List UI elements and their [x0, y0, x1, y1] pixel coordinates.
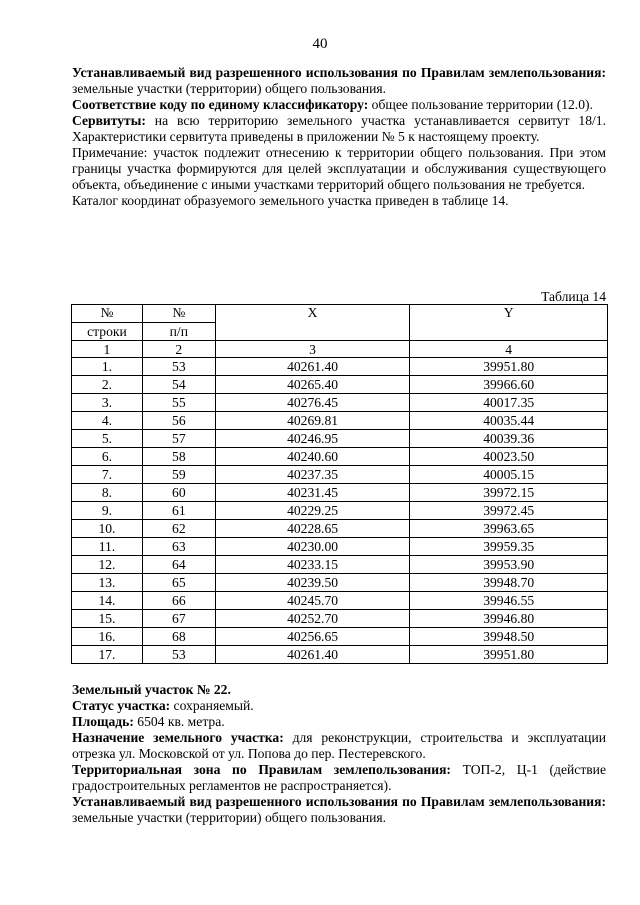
column-number-4: 4 — [410, 341, 608, 358]
table-row — [72, 628, 608, 646]
cell-point-number: 60 — [142, 484, 215, 502]
table-row — [72, 574, 608, 592]
cell-row-number: 6. — [72, 448, 143, 466]
cell-point-number: 67 — [142, 610, 215, 628]
cell-row-number: 1. — [72, 358, 143, 376]
cell-row-number: 12. — [72, 556, 143, 574]
purpose-label: Назначение земельного участка: — [72, 730, 284, 745]
zone-paragraph — [72, 762, 606, 794]
servitude-paragraph — [72, 113, 606, 145]
use-label: Устанавливаемый вид разрешенного использования по Правилам землепользования: — [72, 65, 606, 80]
table-row — [72, 394, 608, 412]
area-label: Площадь: — [72, 714, 134, 729]
cell-row-number: 11. — [72, 538, 143, 556]
cell-x: 40265.40 — [215, 376, 410, 394]
cell-row-number: 7. — [72, 466, 143, 484]
servitude-value: на всю территорию земельного участка устанавливается сервитут 18/1. Характеристики сервитута приведены в приложении № 5 к настоящему проекту. — [72, 113, 606, 144]
cell-point-number: 65 — [142, 574, 215, 592]
coordinates-table — [71, 304, 608, 664]
status-label: Статус участка: — [72, 698, 171, 713]
cell-y: 39948.70 — [410, 574, 608, 592]
cell-point-number: 68 — [142, 628, 215, 646]
column-number-1: 1 — [72, 341, 143, 358]
cell-point-number: 53 — [142, 358, 215, 376]
code-value: общее пользование территории (12.0). — [368, 97, 593, 112]
table-row — [72, 412, 608, 430]
cell-x: 40239.50 — [215, 574, 410, 592]
header-row-no-line2: строки — [72, 323, 143, 341]
cell-row-number: 5. — [72, 430, 143, 448]
note-paragraph: Примечание: участок подлежит отнесению к территории общего пользования. При этом границы участка формируются для целей эксплуатации и обслуживания существующего объекта, объединение с иными участками территорий общего пользования не требуется. — [72, 145, 606, 192]
cell-point-number: 66 — [142, 592, 215, 610]
cell-x: 40230.00 — [215, 538, 410, 556]
table-row — [72, 538, 608, 556]
status-value: сохраняемый. — [170, 698, 254, 713]
header-pp-line1: № — [142, 305, 215, 323]
cell-point-number: 57 — [142, 430, 215, 448]
use-value-bottom: земельные участки (территории) общего пользования. — [72, 810, 387, 825]
cell-point-number: 54 — [142, 376, 215, 394]
cell-y: 40039.36 — [410, 430, 608, 448]
cell-y: 39946.55 — [410, 592, 608, 610]
cell-point-number: 63 — [142, 538, 215, 556]
page-number: 40 — [312, 36, 328, 52]
parcel-title — [72, 682, 606, 698]
cell-point-number: 64 — [142, 556, 215, 574]
cell-y: 40017.35 — [410, 394, 608, 412]
table-row — [72, 448, 608, 466]
cell-x: 40252.70 — [215, 610, 410, 628]
cell-point-number: 55 — [142, 394, 215, 412]
table-row — [72, 502, 608, 520]
cell-row-number: 4. — [72, 412, 143, 430]
column-number-3: 3 — [215, 341, 410, 358]
cell-point-number: 56 — [142, 412, 215, 430]
header-row-no-line1: № — [72, 305, 143, 323]
cell-x: 40233.15 — [215, 556, 410, 574]
cell-point-number: 53 — [142, 646, 215, 664]
purpose-value: для реконструкции, строительства и эксплуатации отрезка ул. Московской от ул. Попова до пер. Пестеревского. — [72, 730, 606, 761]
area-value: 6504 кв. метра. — [133, 714, 225, 729]
status-paragraph — [72, 698, 606, 714]
cell-x: 40256.65 — [215, 628, 410, 646]
cell-row-number: 16. — [72, 628, 143, 646]
cell-y: 39972.45 — [410, 502, 608, 520]
zone-label: Территориальная зона по Правилам землепользования: — [72, 762, 451, 777]
cell-x: 40276.45 — [215, 394, 410, 412]
cell-x: 40228.65 — [215, 520, 410, 538]
table-body — [72, 358, 608, 664]
cell-y: 40023.50 — [410, 448, 608, 466]
header-pp-line2: п/п — [142, 323, 215, 341]
cell-x: 40261.40 — [215, 646, 410, 664]
table-row — [72, 520, 608, 538]
cell-y: 39951.80 — [410, 358, 608, 376]
servitude-label: Сервитуты: — [72, 113, 146, 128]
cell-x: 40237.35 — [215, 466, 410, 484]
table-row — [72, 556, 608, 574]
cell-y: 40005.15 — [410, 466, 608, 484]
table-caption: Таблица 14 — [541, 289, 606, 304]
cell-x: 40229.25 — [215, 502, 410, 520]
code-paragraph — [72, 97, 606, 113]
use-paragraph-bottom — [72, 794, 606, 826]
table-row — [72, 610, 608, 628]
cell-row-number: 8. — [72, 484, 143, 502]
cell-row-number: 13. — [72, 574, 143, 592]
cell-y: 40035.44 — [410, 412, 608, 430]
cell-point-number: 62 — [142, 520, 215, 538]
table-row — [72, 466, 608, 484]
area-paragraph — [72, 714, 606, 730]
cell-y: 39963.65 — [410, 520, 608, 538]
cell-row-number: 9. — [72, 502, 143, 520]
cell-x: 40240.60 — [215, 448, 410, 466]
cell-y: 39953.90 — [410, 556, 608, 574]
table-row — [72, 376, 608, 394]
cell-x: 40246.95 — [215, 430, 410, 448]
table-row — [72, 358, 608, 376]
cell-point-number: 58 — [142, 448, 215, 466]
cell-point-number: 61 — [142, 502, 215, 520]
cell-y: 39959.35 — [410, 538, 608, 556]
use-value: земельные участки (территории) общего пользования. — [72, 81, 387, 96]
purpose-paragraph — [72, 730, 606, 762]
header-y: Y — [410, 305, 608, 341]
top-text-block — [72, 65, 606, 209]
cell-row-number: 15. — [72, 610, 143, 628]
zone-value: ТОП-2, Ц-1 (действие градостроительных регламентов не распространяется). — [72, 762, 606, 793]
cell-x: 40245.70 — [215, 592, 410, 610]
cell-x: 40269.81 — [215, 412, 410, 430]
cell-y: 39948.50 — [410, 628, 608, 646]
catalog-paragraph: Каталог координат образуемого земельного участка приведен в таблице 14. — [72, 193, 509, 208]
column-number-2: 2 — [142, 341, 215, 358]
code-label: Соответствие коду по единому классификатору: — [72, 97, 369, 112]
cell-point-number: 59 — [142, 466, 215, 484]
cell-y: 39946.80 — [410, 610, 608, 628]
table-row — [72, 484, 608, 502]
header-x: X — [215, 305, 410, 341]
cell-x: 40231.45 — [215, 484, 410, 502]
cell-y: 39972.15 — [410, 484, 608, 502]
cell-row-number: 10. — [72, 520, 143, 538]
parcel-title-text: Земельный участок № 22. — [72, 682, 231, 697]
cell-row-number: 2. — [72, 376, 143, 394]
cell-y: 39966.60 — [410, 376, 608, 394]
cell-x: 40261.40 — [215, 358, 410, 376]
use-label-bottom: Устанавливаемый вид разрешенного использования по Правилам землепользования: — [72, 794, 606, 809]
table-row — [72, 592, 608, 610]
table-row — [72, 430, 608, 448]
use-paragraph — [72, 65, 606, 97]
table-row — [72, 646, 608, 664]
cell-row-number: 3. — [72, 394, 143, 412]
cell-row-number: 14. — [72, 592, 143, 610]
bottom-text-block — [72, 682, 606, 826]
cell-y: 39951.80 — [410, 646, 608, 664]
cell-row-number: 17. — [72, 646, 143, 664]
